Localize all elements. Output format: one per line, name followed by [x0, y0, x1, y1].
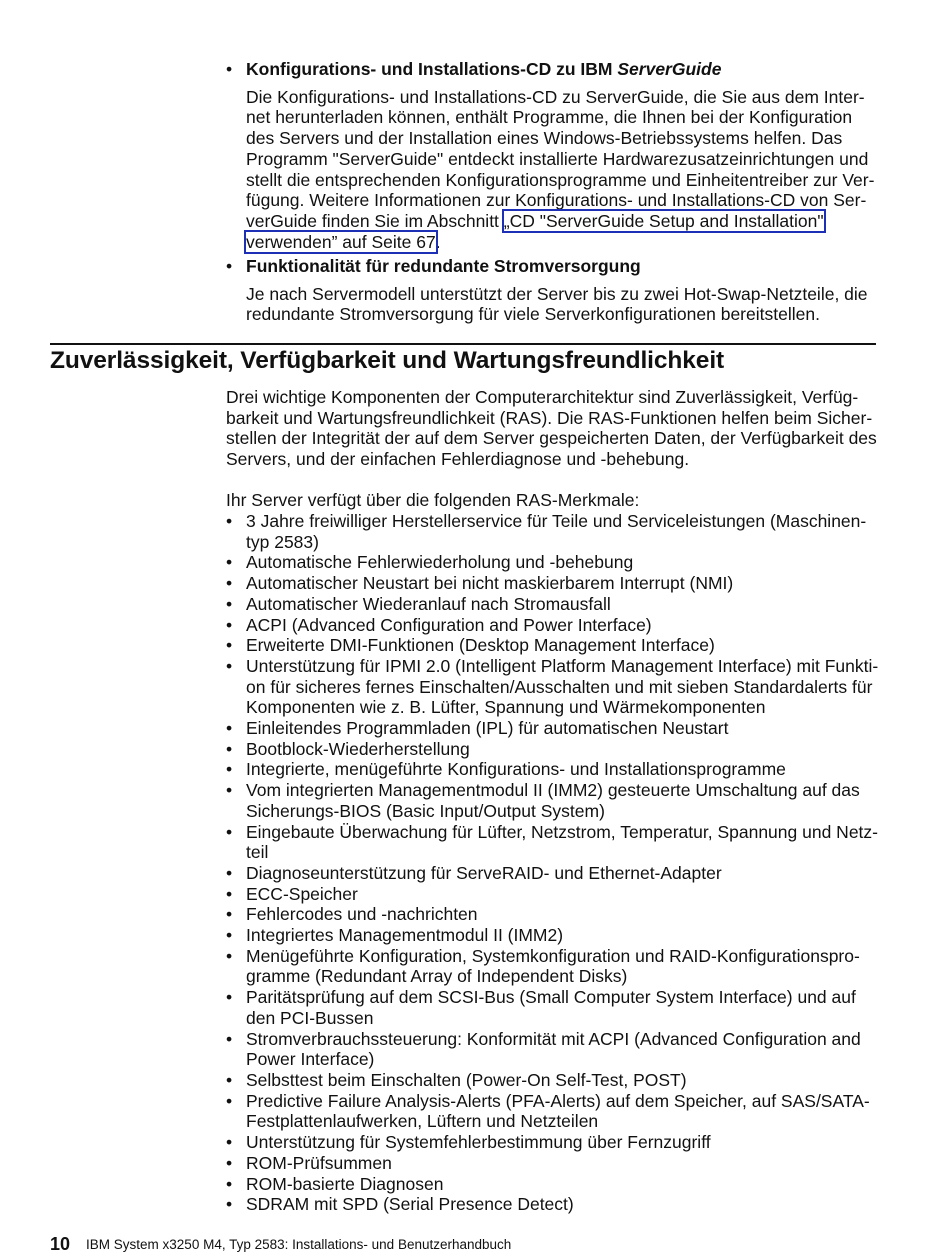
feature-list-item: • Stromverbrauchssteuerung: Konformität mit ACPI (Advanced Configuration and Power Interface) — [226, 1029, 880, 1070]
feature-list-item: • ACPI (Advanced Configuration and Power Interface) — [226, 615, 880, 636]
footer-text: IBM System x3250 M4, Typ 2583: Installations- und Benutzerhandbuch — [86, 1237, 512, 1252]
feature-list-item: • Predictive Failure Analysis-Alerts (PFA-Alerts) auf dem Speicher, auf SAS/SATA-Festplattenlaufwerken, Lüftern und Netzteilen — [226, 1091, 880, 1132]
feature-list-item: • Unterstützung für IPMI 2.0 (Intelligent Platform Management Interface) mit Funkti-on für sicheres fernes Einschalten/Ausschalten und mit sieben Standardalerts für Komponenten wie z. B. Lüfter, Spannung und Wärmekomponenten — [226, 656, 880, 718]
section-heading: Zuverlässigkeit, Verfügbarkeit und Wartungsfreundlichkeit — [50, 347, 725, 374]
feature-list-item: • Vom integrierten Managementmodul II (IMM2) gesteuerte Umschaltung auf das Sicherungs-BIOS (Basic Input/Output System) — [226, 780, 880, 821]
bullet-body-text: Die Konfigurations- und Installations-CD zu ServerGuide, die Sie aus dem Inter-net herunterladen können, enthält Programme, die Ihnen bei der Konfiguration des Servers und der Installation eines Windows-Betriebssystems helfen. Das Programm "ServerGuide" entdeckt installierte Hardwarezusatzeinrichtungen und stellt die entsprechenden Konfigurationsprogramme und Einheitentreiber zur Ver-fügung. Weitere Informationen zur Konfigurations- und Installations-CD von Ser-verGuide finden Sie im Abschnitt — [246, 86, 875, 231]
feature-list-item: • Einleitendes Programmladen (IPL) für automatischen Neustart — [226, 718, 880, 739]
section-intro: Drei wichtige Komponenten der Computerarchitektur sind Zuverlässigkeit, Verfüg-barkeit und Wartungsfreundlichkeit (RAS). Die RAS-Funktionen helfen beim Sicher-stellen der Integrität der auf dem Server gespeicherten Daten, der Verfügbarkeit des Servers, und der einfachen Fehlerdiagnose und -behebung. — [226, 387, 877, 470]
bullet-heading — [226, 59, 878, 80]
feature-list-item: • Selbsttest beim Einschalten (Power-On Self-Test, POST) — [226, 1070, 880, 1091]
bullet-heading-italic: ServerGuide — [617, 59, 722, 79]
bullet-heading-text: Konfigurations- und Installations-CD zu IBM — [246, 59, 618, 79]
page-number: 10 — [50, 1234, 71, 1254]
feature-list-item: • Diagnoseunterstützung für ServeRAID- und Ethernet-Adapter — [226, 863, 880, 884]
bullet-body — [226, 87, 878, 253]
feature-list-item: • 3 Jahre freiwilliger Herstellerservice für Teile und Serviceleistungen (Maschinen-typ 2583) — [226, 511, 880, 552]
feature-list-item: • Unterstützung für Systemfehlerbestimmung über Fernzugriff — [226, 1132, 880, 1153]
cross-reference-link[interactable]: „CD "ServerGuide Setup and Installation" verwenden” auf Seite 67 — [246, 210, 824, 252]
feature-list-item: • Menügeführte Konfiguration, Systemkonfiguration und RAID-Konfigurationspro-gramme (Redundant Array of Independent Disks) — [226, 946, 880, 987]
feature-list-item: • Bootblock-Wiederherstellung — [226, 739, 880, 760]
bullet-body-end: . — [435, 231, 441, 252]
feature-list-item: • ROM-basierte Diagnosen — [226, 1174, 880, 1195]
feature-list-intro: Ihr Server verfügt über die folgenden RAS-Merkmale: — [226, 490, 640, 510]
feature-list-item: • Automatische Fehlerwiederholung und -behebung — [226, 552, 880, 573]
feature-list-item: • Eingebaute Überwachung für Lüfter, Netzstrom, Temperatur, Spannung und Netz-teil — [226, 822, 880, 863]
feature-list-item: • Automatischer Wiederanlauf nach Stromausfall — [226, 594, 880, 615]
feature-list — [226, 511, 880, 1215]
bullet-body: Je nach Servermodell unterstützt der Server bis zu zwei Hot-Swap-Netzteile, die redundante Stromversorgung für viele Serverkonfigurationen bereitstellen. — [246, 283, 868, 325]
feature-list-item: • Integriertes Managementmodul II (IMM2) — [226, 925, 880, 946]
bullet-heading: • Funktionalität für redundante Stromversorgung — [226, 256, 878, 277]
feature-list-item: • Integrierte, menügeführte Konfigurations- und Installationsprogramme — [226, 759, 880, 780]
serverguide-bullet — [226, 59, 878, 252]
feature-list-item: • Automatischer Neustart bei nicht maskierbarem Interrupt (NMI) — [226, 573, 880, 594]
feature-list-item: • ECC-Speicher — [226, 884, 880, 905]
section-divider — [50, 343, 876, 345]
power-redundancy-bullet — [226, 256, 878, 325]
feature-list-item: • ROM-Prüfsummen — [226, 1153, 880, 1174]
feature-list-item: • SDRAM mit SPD (Serial Presence Detect) — [226, 1194, 880, 1215]
feature-list-item: • Fehlercodes und -nachrichten — [226, 904, 880, 925]
feature-list-container — [226, 511, 880, 1215]
feature-list-item: • Erweiterte DMI-Funktionen (Desktop Management Interface) — [226, 635, 880, 656]
page-footer — [50, 1234, 511, 1255]
feature-list-item: • Paritätsprüfung auf dem SCSI-Bus (Small Computer System Interface) und auf den PCI-Bussen — [226, 987, 880, 1028]
